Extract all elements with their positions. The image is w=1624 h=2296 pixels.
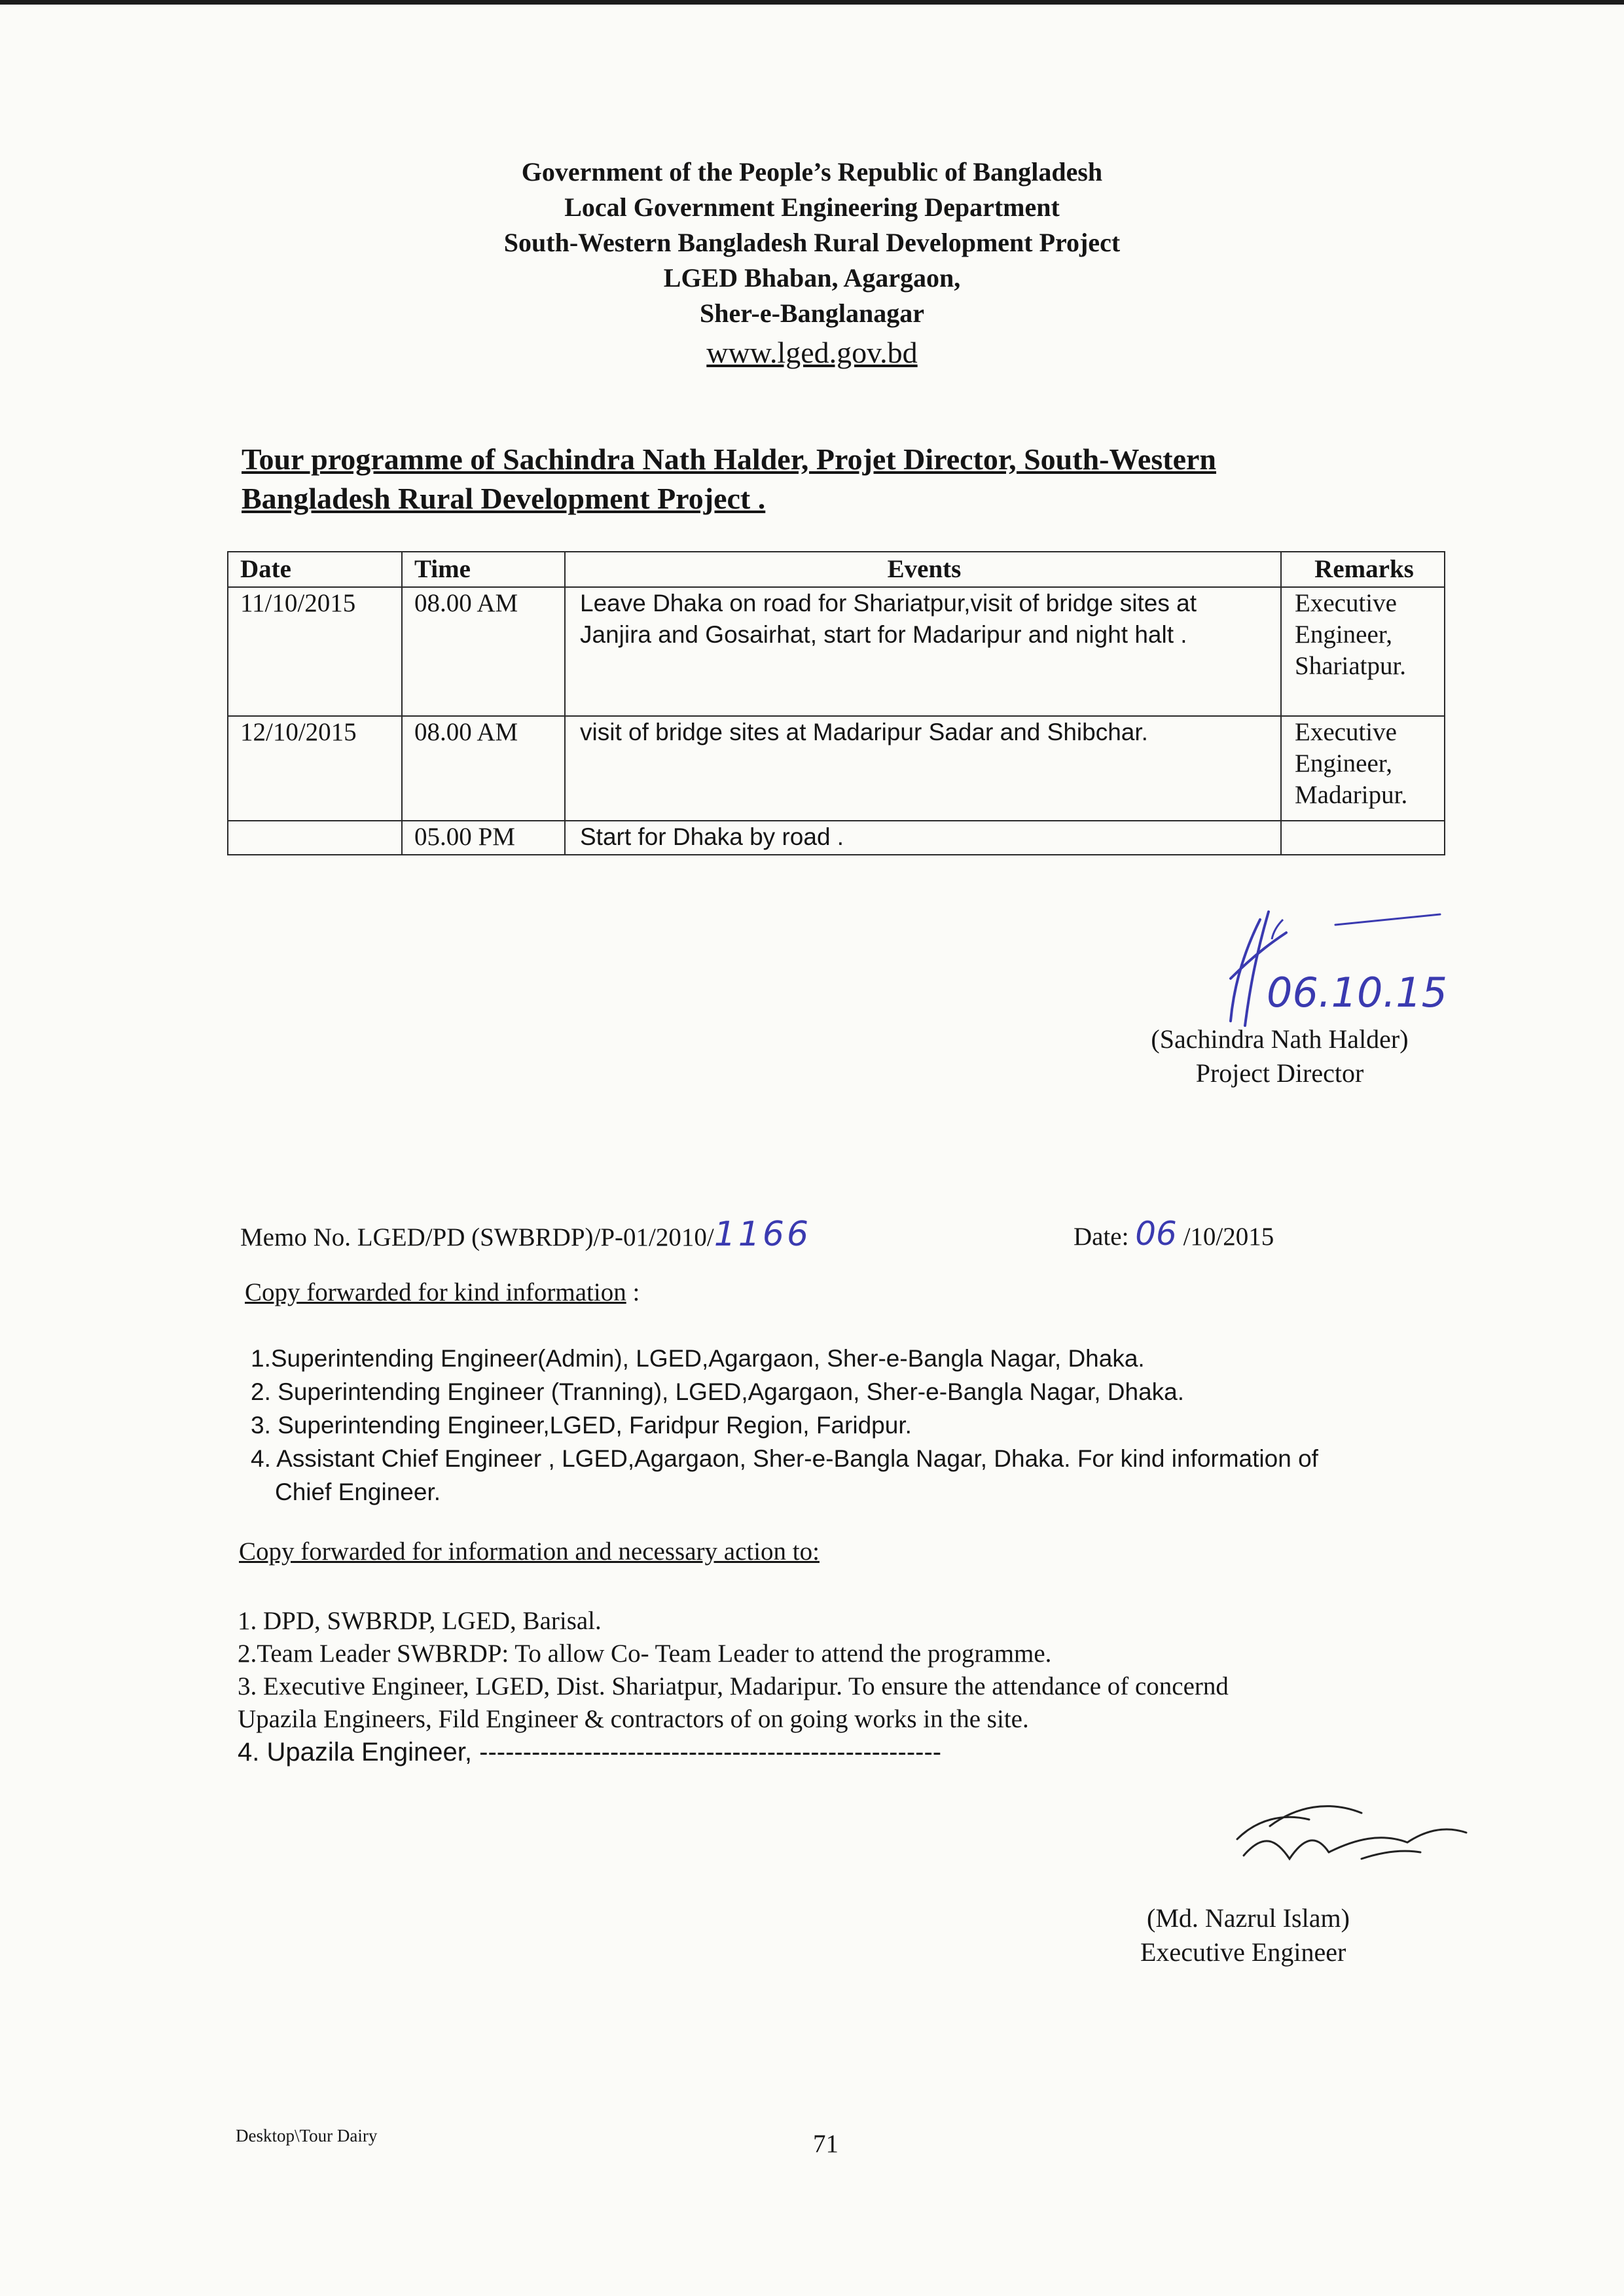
copy-action-heading: Copy forwarded for information and necessary action to: [239,1537,820,1566]
memo-prefix: Memo No. LGED/PD (SWBRDP)/P-01/2010/ [240,1223,714,1251]
cell-remarks [1281,716,1445,821]
cell-date [228,821,402,855]
event-text-line: Start for Dhaka by road . [580,823,844,850]
cell-remarks [1281,587,1445,716]
memo-date-label: Date: [1074,1223,1129,1251]
handwritten-memo-number: 1166 [713,1215,812,1254]
signatory-1-designation: Project Director [1195,1058,1364,1088]
signatory-2-name: (Md. Nazrul Islam) [1147,1903,1350,1933]
cell-remarks [1281,821,1445,855]
header-date: Date [228,552,402,587]
list-item: 1. DPD, SWBRDP, LGED, Barisal. [238,1607,602,1635]
list-item: 3. Superintending Engineer,LGED, Faridpur Region, Faridpur. [251,1412,912,1439]
list-item: 3. Executive Engineer, LGED, Dist. Shariatpur, Madaripur. To ensure the attendance of concernd [238,1672,1229,1700]
table-row [228,587,1445,716]
list-item: 4. Assistant Chief Engineer , LGED,Agargaon, Sher-e-Bangla Nagar, Dhaka. For kind information of [251,1445,1318,1472]
cell-date: 12/10/2015 [228,716,402,821]
copy-action-list [238,1605,1229,1768]
copy-info-colon: : [626,1278,640,1306]
copy-info-heading: Copy forwarded for kind information [245,1278,626,1306]
header-time: Time [402,552,565,587]
memo-date [1074,1215,1274,1253]
scan-top-edge [0,0,1624,5]
list-item: 2.Team Leader SWBRDP: To allow Co- Team Leader to attend the programme. [238,1640,1052,1668]
header-website-link[interactable]: www.lged.gov.bd [706,336,918,369]
header-city: Sher-e-Banglanagar [700,298,924,328]
table-row [228,821,1445,855]
table-row [228,716,1445,821]
event-text-line: Leave Dhaka on road for Shariatpur,visit of bridge sites at [580,590,1197,617]
list-item: 4. Upazila Engineer, ----------------------------------------------------- [238,1738,942,1767]
signatory-1-name: (Sachindra Nath Halder) [1151,1024,1409,1054]
remark-line: Madaripur. [1295,781,1408,809]
header-events: Events [565,552,1281,587]
header-department: Local Government Engineering Department [564,192,1060,222]
tour-title-line-2: Bangladesh Rural Development Project . [242,482,766,515]
event-text-line: visit of bridge sites at Madaripur Sadar and Shibchar. [580,719,1148,745]
handwritten-day: 06 [1135,1215,1177,1253]
memo-number [240,1215,811,1254]
header-project: South-Western Bangladesh Rural Development Project [503,228,1121,257]
event-text-line: Janjira and Gosairhat, start for Madaripur and night halt . [580,621,1187,648]
letterhead [0,154,1624,373]
tour-schedule-table [227,551,1445,855]
footer-file-path: Desktop\Tour Dairy [236,2126,378,2145]
cell-time: 05.00 PM [402,821,565,855]
list-item: Upazila Engineers, Fild Engineer & contractors of on going works in the site. [238,1705,1029,1733]
copy-info-list [251,1342,1318,1509]
cell-events [565,821,1281,855]
memo-date-suffix: /10/2015 [1183,1223,1274,1251]
signatory-1-block [1136,1022,1424,1090]
remark-line: Engineer, [1295,620,1392,649]
signatory-2-block [1140,1901,1350,1969]
table-header-row [228,552,1445,587]
cell-date: 11/10/2015 [228,587,402,716]
list-item: Chief Engineer. [275,1479,441,1505]
header-remarks: Remarks [1281,552,1445,587]
header-government: Government of the People’s Republic of Bangladesh [521,157,1103,187]
cell-time: 08.00 AM [402,587,565,716]
cell-time: 08.00 AM [402,716,565,821]
remark-line: Engineer, [1295,749,1392,778]
executive-engineer-signature [1231,1793,1492,1892]
copy-info-heading-block [245,1278,640,1307]
cell-events [565,716,1281,821]
tour-title [242,440,1422,518]
signatory-2-designation: Executive Engineer [1140,1937,1346,1967]
list-item: 1.Superintending Engineer(Admin), LGED,Agargaon, Sher-e-Bangla Nagar, Dhaka. [251,1345,1145,1372]
tour-title-line-1: Tour programme of Sachindra Nath Halder, Projet Director, South-Western [242,442,1216,476]
handwritten-sign-date: 06.10.15 [1267,969,1448,1016]
remark-line: Executive [1295,718,1397,746]
page-number: 71 [813,2130,839,2158]
list-item: 2. Superintending Engineer (Tranning), LGED,Agargaon, Sher-e-Bangla Nagar, Dhaka. [251,1378,1185,1405]
header-address: LGED Bhaban, Agargaon, [663,263,961,293]
remark-line: Executive [1295,589,1397,617]
remark-line: Shariatpur. [1295,652,1407,680]
cell-events [565,587,1281,716]
